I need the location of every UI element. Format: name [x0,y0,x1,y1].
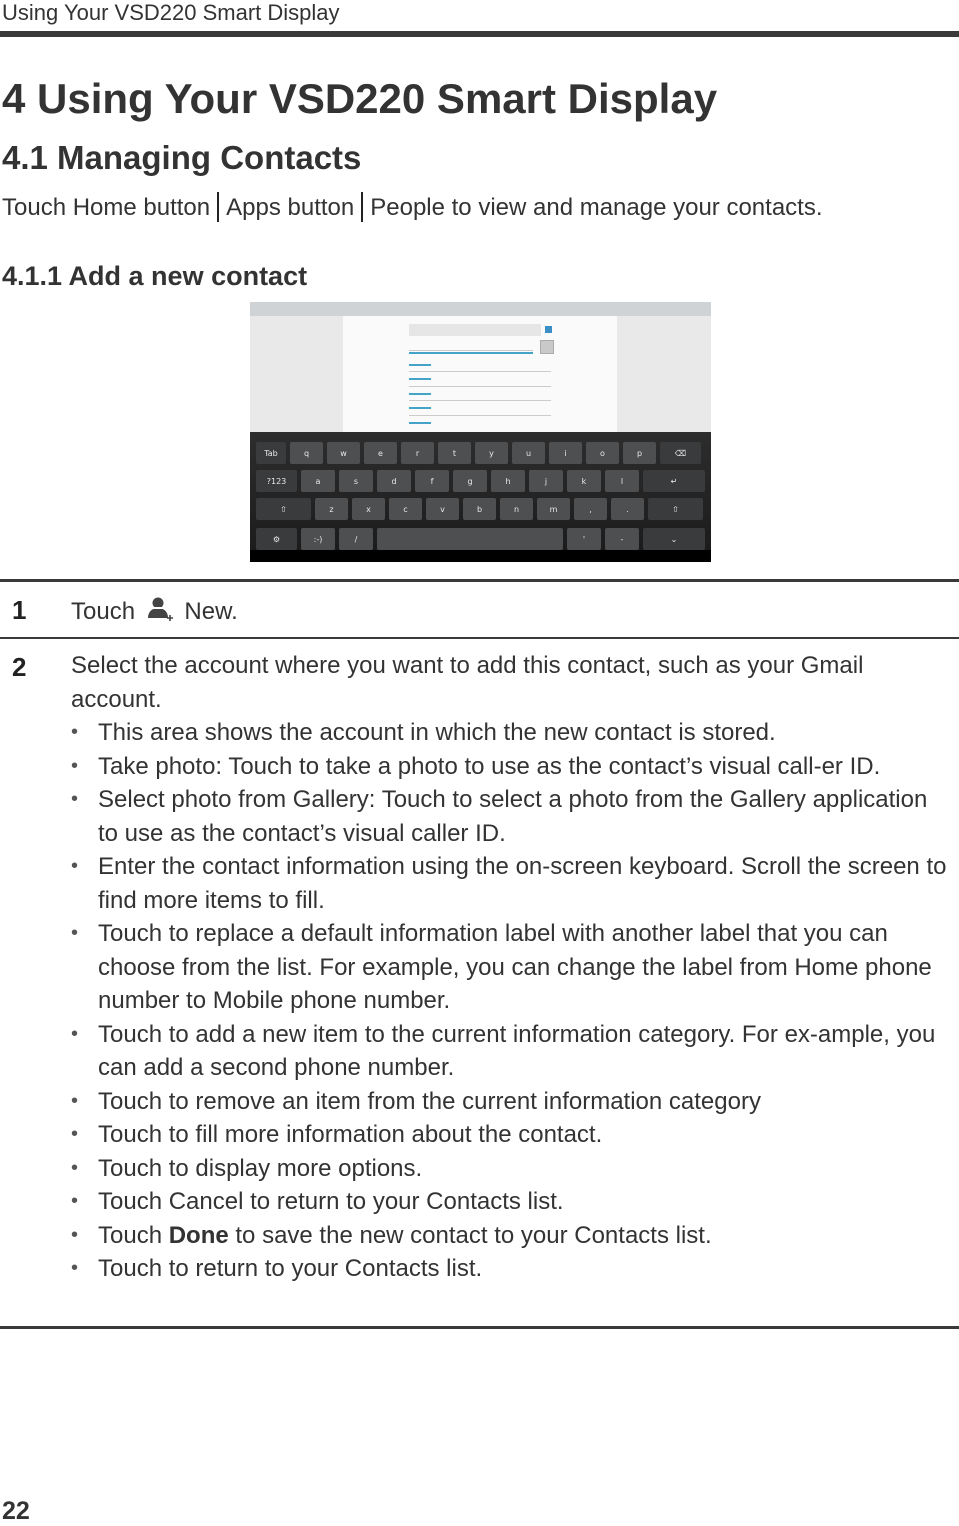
keyboard-key: ⇧ [648,498,703,520]
screenshot-action-bar [250,302,711,316]
keyboard-key: - [605,528,639,550]
screenshot-contact-form [343,316,617,432]
nav-path-home: Touch Home button [2,194,211,221]
keyboard-key: f [415,470,449,492]
bullet-item: • Touch to display more options. [71,1152,951,1186]
keyboard-key: d [377,470,411,492]
keyboard-key: m [537,498,570,520]
keyboard-key: g [453,470,487,492]
bullet-item: • Enter the contact information using the on-screen keyboard. Scroll the screen to find more items to fill. [71,850,951,917]
screenshot-name-field-focus [409,352,533,354]
screenshot-field-label [409,407,431,409]
bullet-item-done [71,1219,951,1253]
keyboard-key: x [352,498,385,520]
keyboard-key: ' [567,528,601,550]
step-number-2: 2 [12,652,27,682]
screenshot-field [409,400,551,401]
table-rule-middle [0,637,959,639]
screenshot-field-label [409,393,431,395]
keyboard-key: r [401,442,434,464]
keyboard-key: l [605,470,639,492]
keyboard-key: ?123 [256,470,297,492]
keyboard-key: h [491,470,525,492]
screenshot-name-field [409,350,533,351]
running-header: Using Your VSD220 Smart Display [2,0,340,25]
step-2-bullet-list [71,716,951,1286]
bullet-item: • Touch to add a new item to the current information category. For ex-ample, you can add a second phone number. [71,1018,951,1085]
done-bullet-bold: Done [168,1221,229,1249]
bullet-item: • This area shows the account in which the new contact is stored. [71,716,951,750]
done-bullet-before: Touch [98,1221,169,1249]
keyboard-key: t [438,442,471,464]
keyboard-key: y [475,442,508,464]
screenshot-keyboard [250,432,711,562]
screenshot-photo-placeholder [540,340,554,354]
bullet-item: • Touch to remove an item from the current information category [71,1085,951,1119]
keyboard-key: a [301,470,335,492]
screenshot-system-bar [250,550,711,562]
screenshot-account-badge [545,326,552,333]
screenshot-field [409,386,551,387]
keyboard-key: . [611,498,644,520]
keyboard-key: k [567,470,601,492]
step-2-intro: Select the account where you want to add this contact, such as your Gmail account. [71,652,864,713]
keyboard-key: z [315,498,348,520]
header-rule [0,31,959,37]
nav-path-people: People to view and manage your contacts. [370,194,823,221]
new-contact-icon [144,596,176,622]
table-rule-bottom [0,1326,959,1329]
screenshot-field [409,415,551,416]
bullet-item: • Select photo from Gallery: Touch to select a photo from the Gallery application to use as the contact’s visual caller ID. [71,783,951,850]
keyboard-key: ↵ [643,470,705,492]
keyboard-key: o [586,442,619,464]
keyboard-key [377,528,563,550]
keyboard-key: ⚙ [256,528,297,550]
step-number-1: 1 [12,595,27,625]
keyboard-key: ⌄ [643,528,705,550]
navigation-path [2,193,823,223]
add-contact-screenshot [250,302,711,562]
keyboard-key: Tab [256,442,286,464]
done-bullet-after: to save the new contact to your Contacts list. [228,1221,712,1249]
bullet-item: • Touch to return to your Contacts list. [71,1252,951,1286]
keyboard-key: u [512,442,545,464]
keyboard-key: ⇧ [256,498,311,520]
keyboard-key: v [426,498,459,520]
step-2-content [71,649,951,1286]
bullet-item: • Touch to fill more information about the contact. [71,1118,951,1152]
step-1-text [71,596,238,627]
step-1-touch: Touch [71,598,136,625]
bullet-item: • Take photo: Touch to take a photo to use as the contact’s visual call-er ID. [71,750,951,784]
page-number: 22 [2,1497,30,1525]
keyboard-key: e [364,442,397,464]
keyboard-key: n [500,498,533,520]
nav-path-apps: Apps button [226,194,355,221]
keyboard-key: s [339,470,373,492]
step-1-new: New. [184,598,238,625]
screenshot-account-header [409,324,541,336]
keyboard-key: w [327,442,360,464]
keyboard-key: c [389,498,422,520]
keyboard-key: b [463,498,496,520]
keyboard-key: ⌫ [660,442,701,464]
keyboard-key: / [339,528,373,550]
chapter-title: 4 Using Your VSD220 Smart Display [2,75,718,122]
keyboard-key: , [574,498,607,520]
nav-path-separator [361,192,363,222]
subsection-title: 4.1.1 Add a new contact [2,261,308,291]
keyboard-key: q [290,442,323,464]
keyboard-key: j [529,470,563,492]
screenshot-field-label [409,378,431,380]
screenshot-field-label [409,422,431,424]
nav-path-separator [217,192,219,222]
keyboard-key: :-) [301,528,335,550]
table-rule-top [0,579,959,582]
screenshot-field [409,371,551,372]
screenshot-field-label [409,364,431,366]
keyboard-key: i [549,442,582,464]
bullet-item: • Touch Cancel to return to your Contacts list. [71,1185,951,1219]
section-title: 4.1 Managing Contacts [2,139,362,176]
bullet-item: • Touch to replace a default information label with another label that you can choose from the list. For example, you can change the label from Home phone number to Mobile phone number. [71,917,951,1018]
keyboard-key: p [623,442,656,464]
